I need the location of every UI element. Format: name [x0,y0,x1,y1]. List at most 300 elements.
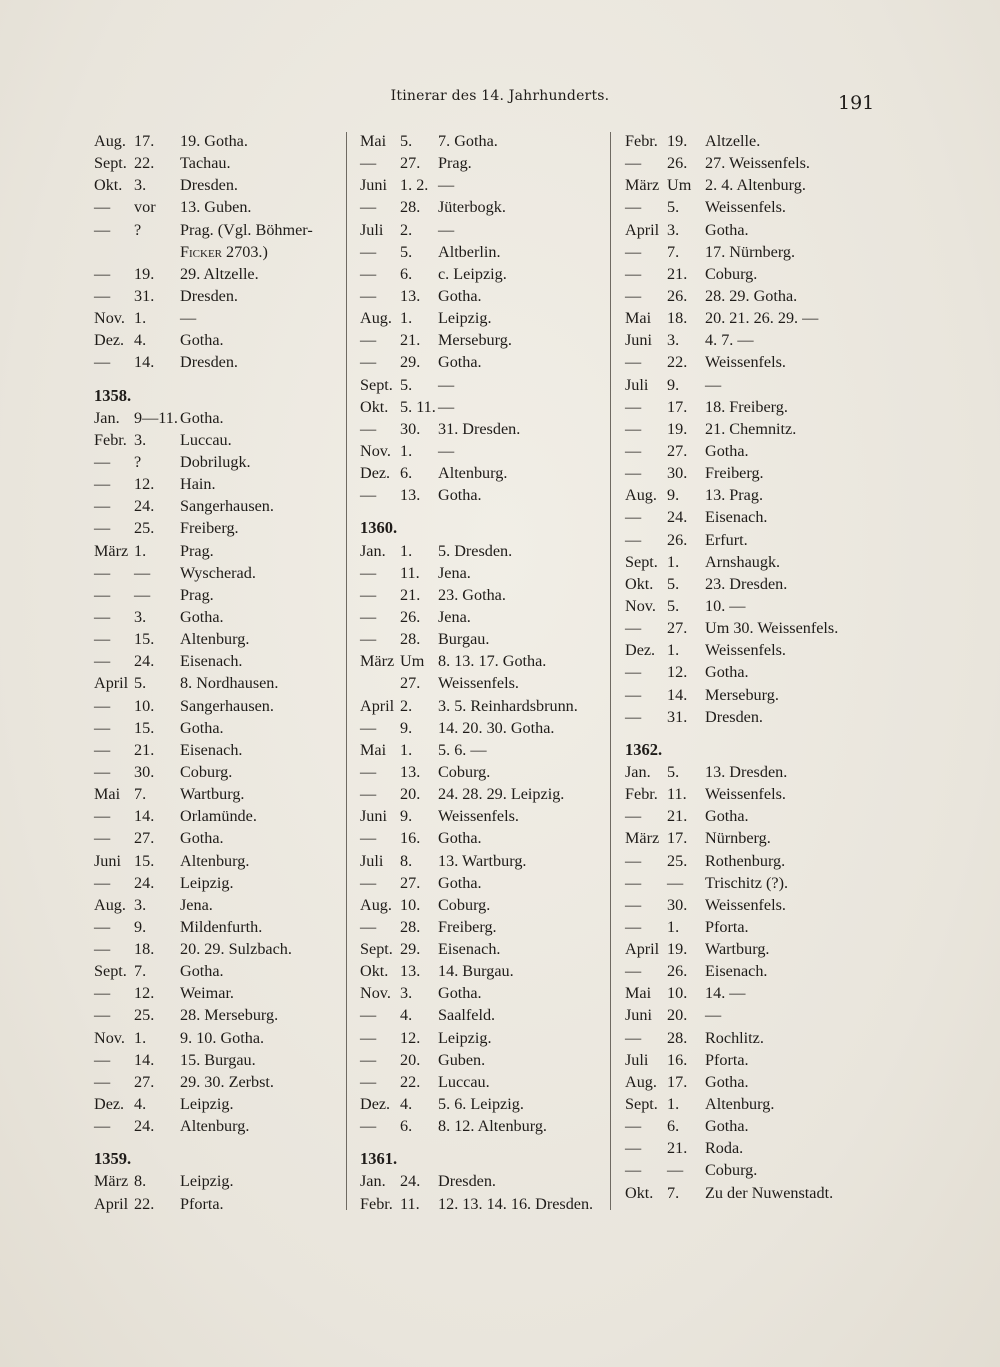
entry-day: 21. [667,264,688,283]
entry-month: — [360,563,377,582]
entry-month: März [625,176,660,195]
entry-place: 8. 13. 17. Gotha. [438,652,547,671]
itinerary-entry [625,551,887,573]
entry-day: 15. [134,851,155,870]
entry-place: Freiberg. [180,519,239,538]
entry-month: — [360,785,377,804]
entry-day: 1. [134,309,147,328]
entry-month: Sept. [360,940,393,959]
itinerary-entry [360,418,610,440]
entry-day: 3. [134,607,147,626]
entry-month: Nov. [94,309,125,328]
itinerary-entry [94,517,344,539]
entry-place: Rochlitz. [705,1028,764,1047]
itinerary-entry [94,650,344,672]
entry-place: Gotha. [180,331,224,350]
itinerary-entry [94,761,344,783]
itinerary-entry [360,606,610,628]
entry-place: Eisenach. [180,740,243,759]
itinerary-entry [360,263,610,285]
entry-month: — [94,1072,111,1091]
itinerary-entry [625,894,887,916]
entry-day: 7. [667,1183,680,1202]
entry-day: 26. [667,286,688,305]
itinerary-entry [94,351,344,373]
entry-place: 14. 20. 30. Gotha. [438,718,555,737]
entry-day: 19. [134,264,155,283]
itinerary-entry [625,1049,887,1071]
itinerary-entry [360,152,610,174]
itinerary-entry [94,1170,344,1192]
entry-place: 13. Guben. [180,198,252,217]
itinerary-entry [360,1115,610,1137]
entry-place: Hain. [180,475,216,494]
column-divider [610,132,611,1210]
itinerary-entry [360,872,610,894]
entry-day: 21. [667,807,688,826]
itinerary-entry [94,783,344,805]
page-number: 191 [838,92,875,114]
entry-month: — [360,1050,377,1069]
entry-day: 29. [400,353,421,372]
entry-place: Erfurt. [705,530,748,549]
entry-day: 6. [400,1117,413,1136]
entry-month: — [94,1117,111,1136]
entry-day: 12. [667,663,688,682]
entry-month: — [625,707,642,726]
entry-place: Dobrilugk. [180,452,251,471]
entry-day: — [667,1161,684,1180]
entry-place: Altenburg. [438,464,508,483]
entry-place: Gotha. [438,486,482,505]
year-heading: 1358. [94,385,132,405]
entry-place: Weissenfels. [705,895,786,914]
entry-place: Gotha. [180,408,224,427]
entry-month: — [94,1006,111,1025]
entry-continuation [94,241,344,263]
itinerary-entry [625,573,887,595]
itinerary-column-2 [360,130,610,1215]
itinerary-entry [625,307,887,329]
itinerary-entry [625,351,887,373]
entry-day: 7. [134,785,147,804]
entry-place: Gotha. [180,962,224,981]
entry-place: Gotha. [438,829,482,848]
entry-place: Gotha. [438,984,482,1003]
entry-place: Altenburg. [180,851,250,870]
itinerary-entry [94,739,344,761]
entry-place: 27. Weissenfels. [705,154,810,173]
entry-day: — [134,585,151,604]
itinerary-entry [360,1193,610,1215]
entry-day: ? [134,220,142,239]
itinerary-entry [360,396,610,418]
itinerary-entry [94,695,344,717]
entry-month: Okt. [625,574,654,593]
itinerary-entry [625,982,887,1004]
year-heading: 1359. [94,1149,132,1169]
itinerary-entry [94,130,344,152]
itinerary-entry [360,285,610,307]
itinerary-entry [94,1027,344,1049]
entry-month: April [625,940,660,959]
entry-month: — [360,264,377,283]
entry-day: 9. [400,807,413,826]
itinerary-entry [625,263,887,285]
entry-month: Aug. [625,486,657,505]
itinerary-entry [625,617,887,639]
entry-place: 18. Freiberg. [705,397,788,416]
entry-place: Weissenfels. [705,353,786,372]
entry-place: 13. Prag. [705,486,763,505]
itinerary-entry [360,695,610,717]
entry-place: Arnshaugk. [705,552,781,571]
entry-day: 1. [667,641,680,660]
entry-day: vor [134,198,156,217]
entry-place: 14. Burgau. [438,962,514,981]
entry-month: — [360,353,377,372]
entry-month: — [625,1117,642,1136]
itinerary-entry [94,1049,344,1071]
itinerary-entry [360,827,610,849]
itinerary-entry [625,850,887,872]
entry-day: 21. [134,740,155,759]
entry-month: Nov. [360,441,391,460]
entry-day: — [134,563,151,582]
itinerary-entry [360,717,610,739]
entry-place: Eisenach. [438,940,501,959]
entry-month: — [625,895,642,914]
entry-day: 19. [667,419,688,438]
entry-place: Um 30. Weissenfels. [705,619,839,638]
itinerary-entry [625,1071,887,1093]
itinerary-entry [94,894,344,916]
entry-place: Prag. (Vgl. Böhmer- [180,220,313,239]
entry-day: ? [134,452,142,471]
itinerary-entry [360,1049,610,1071]
entry-month: — [94,940,111,959]
entry-day: 24. [134,873,155,892]
itinerary-entry [360,196,610,218]
itinerary-entry [94,1115,344,1137]
entry-place: Dresden. [180,286,238,305]
entry-day: 18. [134,940,155,959]
entry-day: 5. [400,375,413,394]
entry-month: Febr. [625,132,658,150]
itinerary-entry [360,540,610,562]
itinerary-entry [625,916,887,938]
itinerary-entry [625,783,887,805]
entry-place: Jena. [180,895,213,914]
itinerary-entry [360,351,610,373]
entry-day: 20. [667,1006,688,1025]
entry-month: — [360,718,377,737]
entry-day: 13. [400,286,421,305]
entry-place: Prag. [180,585,214,604]
entry-place: Coburg. [705,264,758,283]
itinerary-entry [360,462,610,484]
entry-month: — [360,486,377,505]
entry-month: — [625,1028,642,1047]
entry-day: 12. [400,1028,421,1047]
entry-place: Weimar. [180,984,234,1003]
entry-place: 4. 7. — [705,331,754,350]
entry-month: — [94,917,111,936]
itinerary-entry [625,329,887,351]
itinerary-entry [360,374,610,396]
entry-day: 4. [400,1095,413,1114]
entry-month: — [94,696,111,715]
entry-place: 2. 4. Altenburg. [705,176,806,195]
entry-month: Mai [360,740,387,759]
entry-month: — [94,452,111,471]
itinerary-entry [94,329,344,351]
entry-day: 6. [667,1117,680,1136]
itinerary-entry [94,196,344,218]
entry-day: 17. [667,829,688,848]
entry-day: 26. [667,530,688,549]
entry-day: 8. [400,851,413,870]
entry-place: Tachau. [180,154,231,173]
entry-place: Leipzig. [180,1095,234,1114]
entry-place: Gotha. [705,1072,749,1091]
entry-place: Wartburg. [705,940,770,959]
itinerary-entry [360,628,610,650]
entry-month: Dez. [94,331,125,350]
entry-month: Jan. [360,541,386,560]
itinerary-entry [94,407,344,429]
itinerary-entry [625,418,887,440]
running-title: Itinerar des 14. Jahrhunderts. [390,88,610,104]
entry-month: Juli [625,1050,649,1069]
entry-place: 17. Nürnberg. [705,242,796,261]
entry-place: Mildenfurth. [180,917,263,936]
itinerary-entry [625,1093,887,1115]
entry-month: — [360,331,377,350]
entry-day: 6. [400,464,413,483]
itinerary-entry [94,152,344,174]
entry-month: — [360,154,377,173]
itinerary-entry [360,850,610,872]
entry-place: Gotha. [705,1117,749,1136]
entry-month: Okt. [360,397,389,416]
entry-month: Juli [360,220,384,239]
itinerary-entry [360,440,610,462]
entry-day: 25. [134,519,155,538]
entry-day: 25. [667,851,688,870]
entry-month: — [360,873,377,892]
entry-day: 1. [400,740,413,759]
itinerary-entry [625,241,887,263]
itinerary-entry [625,285,887,307]
entry-day: 26. [667,154,688,173]
entry-month: April [625,220,660,239]
entry-day: 1. 2. [400,176,429,195]
entry-day: 1. [400,541,413,560]
entry-place: 8. Nordhausen. [180,674,279,693]
itinerary-entry [360,241,610,263]
entry-day: 27. [134,1072,155,1091]
entry-month: — [625,917,642,936]
entry-place: 21. Chemnitz. [705,419,797,438]
entry-day: 5. [667,198,680,217]
entry-place: Pforta. [180,1194,224,1213]
entry-day: 30. [667,895,688,914]
entry-day: 27. [400,873,421,892]
entry-day: 17. [134,132,155,150]
entry-place: Gotha. [705,441,749,460]
entry-place: 5. 6. Leipzig. [438,1095,524,1114]
entry-month: — [625,508,642,527]
entry-month: März [94,1172,129,1191]
entry-place: Coburg. [438,895,491,914]
entry-day: Um [667,176,692,195]
entry-day: 4. [400,1006,413,1025]
itinerary-entry [360,894,610,916]
entry-place: 13. Dresden. [705,762,788,781]
itinerary-entry [625,1159,887,1181]
entry-day: 26. [400,607,421,626]
entry-month: Sept. [94,154,127,173]
entry-place: 8. 12. Altenburg. [438,1117,547,1136]
entry-place: Roda. [705,1139,744,1158]
entry-day: 5. [667,574,680,593]
itinerary-entry [360,960,610,982]
entry-place: Freiberg. [438,917,497,936]
entry-place: Pforta. [705,917,749,936]
entry-day: 15. [134,718,155,737]
itinerary-entry [625,938,887,960]
entry-place: Gotha. [705,220,749,239]
entry-day: 14. [134,1050,155,1069]
entry-place: Luccau. [180,430,232,449]
entry-place: 3. 5. Reinhardsbrunn. [438,696,578,715]
entry-day: 30. [400,419,421,438]
itinerary-entry [625,639,887,661]
entry-place: Coburg. [438,762,491,781]
entry-day: 22. [667,353,688,372]
entry-month: — [625,198,642,217]
entry-place: Rothenburg. [705,851,786,870]
entry-place: Dresden. [180,353,238,372]
entry-month: — [625,286,642,305]
entry-place: 20. 29. Sulzbach. [180,940,292,959]
itinerary-entry [625,1137,887,1159]
entry-place: 7. Gotha. [438,132,498,150]
entry-month: Febr. [94,430,127,449]
entry-day: 16. [400,829,421,848]
entry-day: 9. [667,375,680,394]
entry-month: Aug. [625,1072,657,1091]
entry-month: — [94,286,111,305]
entry-place: Zu der Nuwenstadt. [705,1183,834,1202]
itinerary-entry [360,174,610,196]
entry-day: 28. [400,198,421,217]
entry-place: Eisenach. [705,508,768,527]
entry-place: — [438,220,455,239]
entry-month: — [94,807,111,826]
entry-place: 15. Burgau. [180,1050,256,1069]
entry-day: 29. [400,940,421,959]
entry-month: — [625,962,642,981]
entry-month: Dez. [625,641,656,660]
entry-month: Sept. [625,552,658,571]
entry-place: — [438,375,455,394]
entry-day: 11. [400,563,420,582]
entry-place: 13. Wartburg. [438,851,527,870]
itinerary-entry [360,672,610,694]
entry-month: Okt. [360,962,389,981]
section-gap [360,506,610,517]
entry-place: Freiberg. [705,464,764,483]
itinerary-entry [360,761,610,783]
entry-day: 5. [400,132,413,150]
entry-month: Aug. [360,309,392,328]
itinerary-entry [625,1182,887,1204]
entry-day: 24. [134,652,155,671]
entry-day: 14. [667,685,688,704]
entry-month: April [94,1194,129,1213]
entry-month: — [625,464,642,483]
entry-month: — [360,607,377,626]
entry-place: Weissenfels. [438,807,519,826]
entry-day: 21. [400,331,421,350]
entry-place: Coburg. [705,1161,758,1180]
entry-place: Altenburg. [180,630,250,649]
itinerary-entry [94,672,344,694]
entry-place: Altzelle. [705,132,761,150]
entry-month: Febr. [625,785,658,804]
entry-text: Ficker 2703.) [180,242,268,261]
entry-place: 5. Dresden. [438,541,513,560]
entry-day: 14. [134,807,155,826]
entry-month: — [94,497,111,516]
section-gap [625,728,887,739]
entry-month: — [360,1006,377,1025]
entry-month: — [360,286,377,305]
entry-day: 24. [134,497,155,516]
entry-place: Gotha. [705,807,749,826]
entry-place: Gotha. [180,718,224,737]
entry-month: — [94,1050,111,1069]
itinerary-entry [94,805,344,827]
entry-place: Altenburg. [180,1117,250,1136]
entry-month: April [94,674,129,693]
entry-day: 13. [400,762,421,781]
entry-place: Gotha. [438,286,482,305]
entry-place: Gotha. [705,663,749,682]
entry-month: Juni [94,851,121,870]
entry-place: Merseburg. [438,331,512,350]
entry-day: 4. [134,331,147,350]
entry-day: 12. [134,984,155,1003]
itinerary-column-3 [625,130,887,1204]
entry-place: Gotha. [438,353,482,372]
entry-day: 28. [667,1028,688,1047]
entry-month: Mai [625,984,652,1003]
itinerary-entry [625,529,887,551]
entry-month: — [94,353,111,372]
itinerary-entry [625,684,887,706]
entry-day: 1. [667,552,680,571]
itinerary-entry [94,850,344,872]
entry-month: Nov. [94,1028,125,1047]
entry-day: 21. [667,1139,688,1158]
itinerary-entry [94,307,344,329]
entry-month: Mai [94,785,121,804]
itinerary-entry [94,960,344,982]
itinerary-entry [360,783,610,805]
